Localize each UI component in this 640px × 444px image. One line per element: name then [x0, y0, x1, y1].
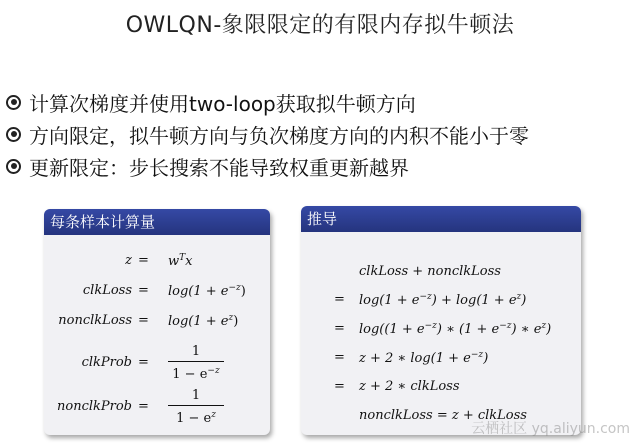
- equation-lhs: nonclkLoss: [58, 313, 132, 328]
- equation-rhs: $\log(1 + e^{-z})$: [168, 283, 246, 299]
- bullet-circle-icon: [6, 159, 21, 174]
- equals-sign: =: [138, 355, 149, 370]
- equation-row: [44, 385, 270, 425]
- bullet-circle-icon: [6, 95, 21, 110]
- derivation-row: = z + 2 ∗ $\log(1 + e^{-z})$: [334, 350, 489, 366]
- per-sample-computation-box: [44, 209, 270, 435]
- derivation-row: = $\log((1 + e^{-z})$ ∗ $(1 + e^{-z})$ ∗ $e^z$): [334, 321, 552, 337]
- bullet-list: [6, 86, 636, 182]
- slide-title: OWLQN-象限限定的有限内存拟牛顿法: [125, 13, 515, 38]
- box-header: 推导: [301, 206, 581, 232]
- bullet-circle-icon: [6, 127, 21, 142]
- equals-sign: =: [138, 399, 149, 414]
- derivation-last-line: nonclkLoss = z + clkLoss: [359, 408, 527, 423]
- equation-row: [44, 247, 270, 277]
- equation-lhs: clkLoss: [82, 283, 132, 298]
- equation-rhs: $w^Tx$: [168, 253, 193, 269]
- bullet-item: [6, 150, 636, 182]
- watermark: 云栖社区 yq.aliyun.com: [471, 421, 630, 437]
- equation-row: [44, 307, 270, 337]
- bullet-text: 方向限定，拟牛顿方向与负次梯度方向的内积不能小于零: [29, 123, 529, 148]
- derivation-row: = z + 2 ∗ clkLoss: [334, 379, 460, 394]
- equation-row: [44, 277, 270, 307]
- derivation-first-line: clkLoss + nonclkLoss: [359, 264, 501, 279]
- bullet-item: [6, 86, 636, 118]
- equation-row: [44, 343, 270, 383]
- equals-sign: =: [138, 283, 149, 298]
- equation-lhs: clkProb: [81, 355, 132, 370]
- equals-sign: =: [138, 313, 149, 328]
- bullet-text: 计算次梯度并使用two-loop获取拟牛顿方向: [29, 91, 416, 116]
- bullet-item: [6, 118, 636, 150]
- equation-lhs: nonclkProb: [57, 399, 132, 414]
- fraction: 1 $1 - e^z$: [168, 387, 224, 424]
- fraction: 1 $1 - e^{-z}$: [168, 343, 224, 380]
- bullet-text: 更新限定：步长搜索不能导致权重更新越界: [29, 155, 409, 180]
- derivation-box: [301, 206, 581, 435]
- equals-sign: =: [138, 253, 149, 268]
- equation-lhs: z: [125, 253, 132, 268]
- derivation-row: = $\log(1 + e^{-z}) + \log(1 + e^z)$: [334, 292, 527, 308]
- box-header: 每条样本计算量: [44, 209, 270, 235]
- equation-rhs: $\log(1 + e^z)$: [168, 313, 239, 329]
